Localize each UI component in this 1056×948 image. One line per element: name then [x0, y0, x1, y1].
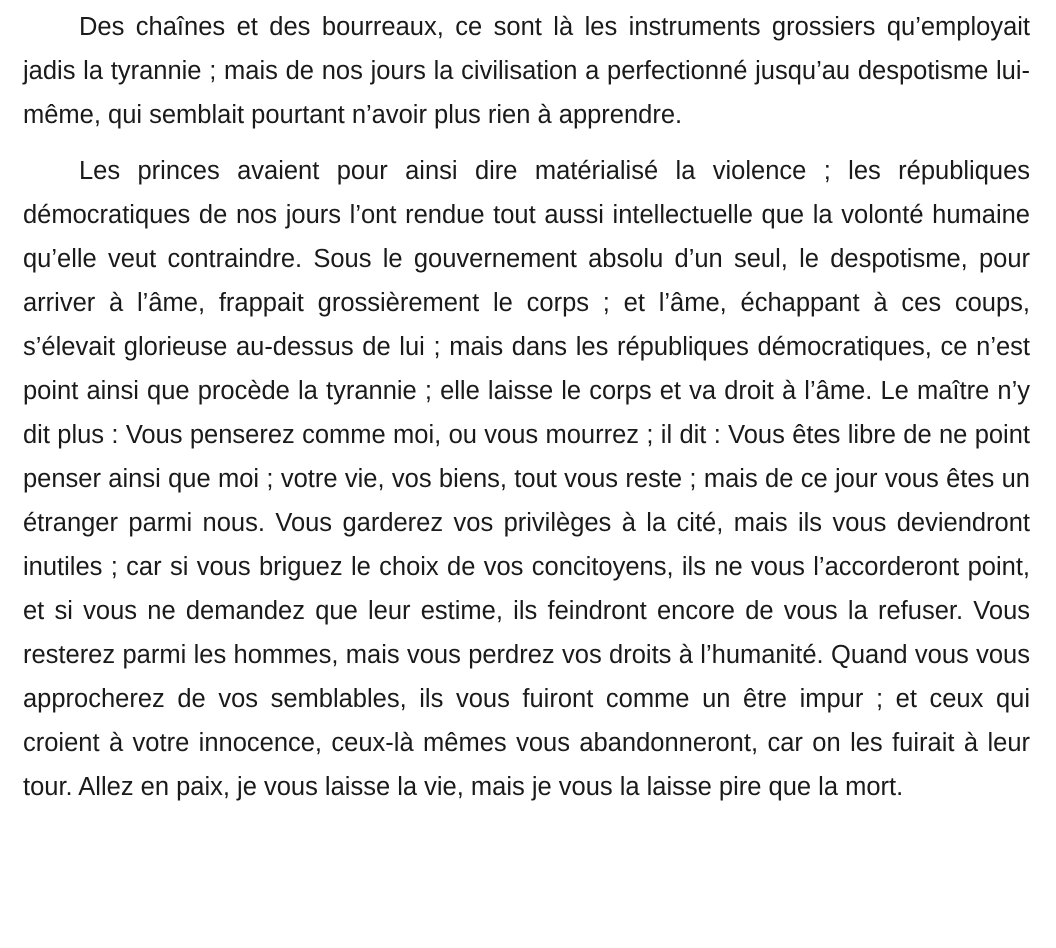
paragraph-1: Des chaînes et des bourreaux, ce sont là les instruments grossiers qu’employait jadis la tyrannie ; mais de nos jours la civilisation a perfectionné jusqu’au despotisme lui-même, qui semblait pourtant n’avoir plus rien à apprendre. — [23, 13, 1030, 129]
paragraph-2: Les princes avaient pour ainsi dire matérialisé la violence ; les républiques démocratiques de nos jours l’ont rendue tout aussi intellectuelle que la volonté humaine qu’elle veut contraindre. Sous le gouvernement absolu d’un seul, le despotisme, pour arriver à l’âme, frappait grossièrement le corps ; et l’âme, échappant à ces coups, s’élevait glorieuse au-dessus de lui ; mais dans les républiques démocratiques, ce n’est point ainsi que procède la tyrannie ; elle laisse le corps et va droit à l’âme. Le maître n’y dit plus : Vous penserez comme moi, ou vous mourrez ; il dit : Vous êtes libre de ne point penser ainsi que moi ; votre vie, vos biens, tout vous reste ; mais de ce jour vous êtes un étranger parmi nous. Vous garderez vos privilèges à la cité, mais ils vous deviendront inutiles ; car si vous briguez le choix de vos concitoyens, ils ne vous l’accorderont point, et si vous ne demandez que leur estime, ils feindront encore de vous la refuser. Vous resterez parmi les hommes, mais vous perdrez vos droits à l’humanité. Quand vous vous approcherez de vos semblables, ils vous fuiront comme un être impur ; et ceux qui croient à votre innocence, ceux-là mêmes vous abandonneront, car on les fuirait à leur tour. Allez en paix, je vous laisse la vie, mais je vous la laisse pire que la mort. — [23, 157, 1030, 801]
